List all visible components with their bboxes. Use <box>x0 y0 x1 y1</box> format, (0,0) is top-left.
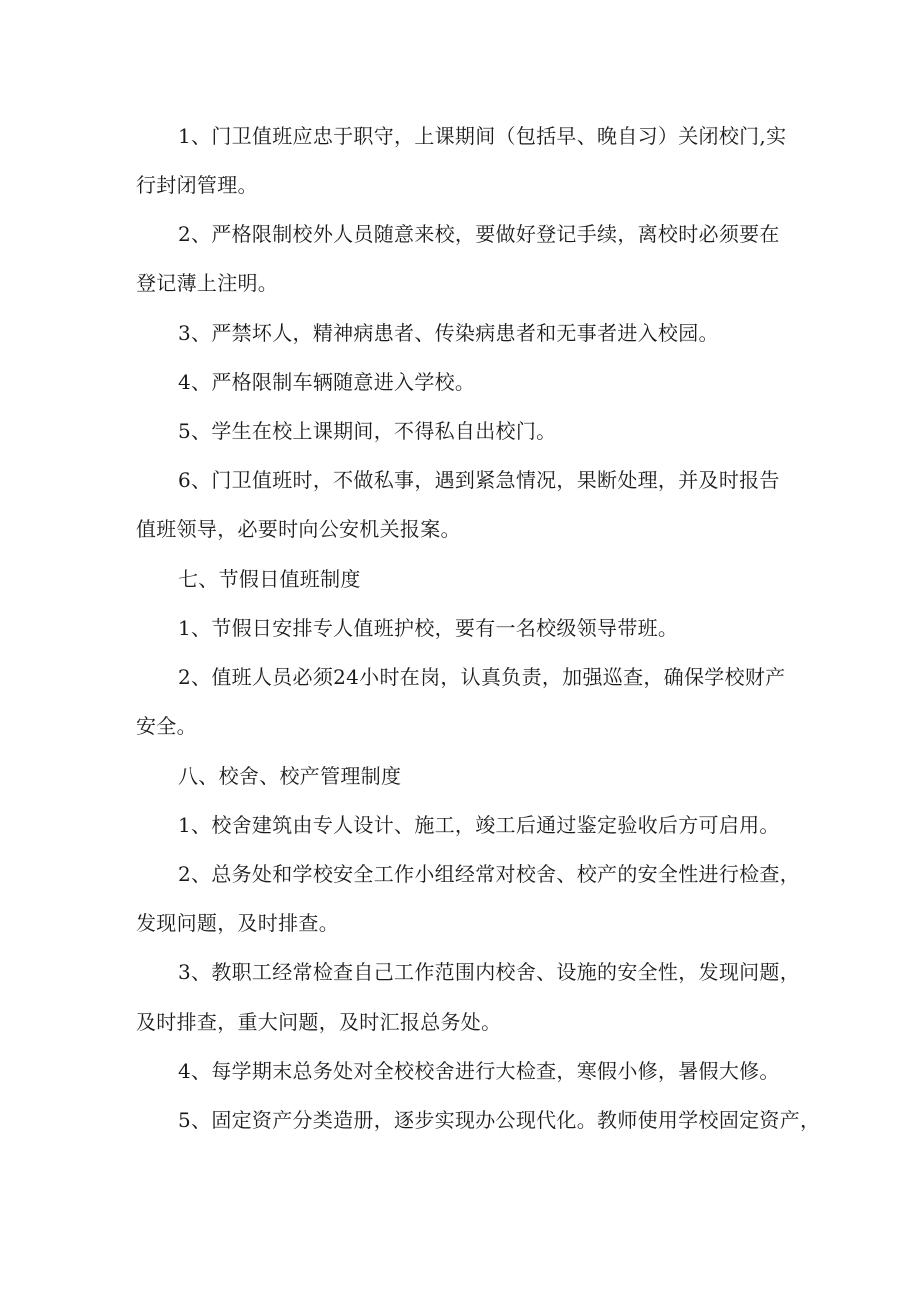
paragraph-line: 4、严格限制车辆随意进入学校。 <box>178 370 476 394</box>
paragraph-line: 2、值班人员必须24小时在岗，认真负责，加强巡查，确保学校财产 <box>178 665 786 689</box>
paragraph-line: 4、每学期末总务处对全校校舍进行大检查，寒假小修，暑假大修。 <box>178 1059 780 1083</box>
section-heading: 八、校舍、校产管理制度 <box>178 764 402 788</box>
paragraph-line: 3、严禁坏人，精神病患者、传染病患者和无事者进入校园。 <box>178 321 719 345</box>
paragraph-line: 3、教职工经常检查自己工作范围内校舍、设施的安全性，发现问题， <box>178 960 801 984</box>
section-heading: 七、节假日值班制度 <box>178 567 361 591</box>
paragraph-line: 2、严格限制校外人员随意来校，要做好登记手续，离校时必须要在 <box>178 222 780 246</box>
paragraph-line: 安全。 <box>136 714 197 738</box>
paragraph-line: 5、固定资产分类造册，逐步实现办公现代化。教师使用学校固定资产， <box>178 1108 821 1132</box>
paragraph-line: 1、校舍建筑由专人设计、施工，竣工后通过鉴定验收后方可启用。 <box>178 813 780 837</box>
paragraph-line: 1、节假日安排专人值班护校，要有一名校级领导带班。 <box>178 616 679 640</box>
paragraph-line: 及时排查，重大问题，及时汇报总务处。 <box>136 1010 502 1034</box>
paragraph-line: 6、门卫值班时，不做私事，遇到紧急情况，果断处理，并及时报告 <box>178 468 780 492</box>
paragraph-line: 登记薄上注明。 <box>136 271 279 295</box>
paragraph-line: 发现问题，及时排查。 <box>136 911 339 935</box>
paragraph-line: 2、总务处和学校安全工作小组经常对校舍、校产的安全性进行检查， <box>178 862 801 886</box>
paragraph-line: 行封闭管理。 <box>136 173 258 197</box>
paragraph-line: 1、门卫值班应忠于职守，上课期间（包括早、晚自习）关闭校门,实 <box>178 124 787 148</box>
paragraph-line: 值班领导，必要时向公安机关报案。 <box>136 517 461 541</box>
paragraph-line: 5、学生在校上课期间，不得私自出校门。 <box>178 419 557 443</box>
